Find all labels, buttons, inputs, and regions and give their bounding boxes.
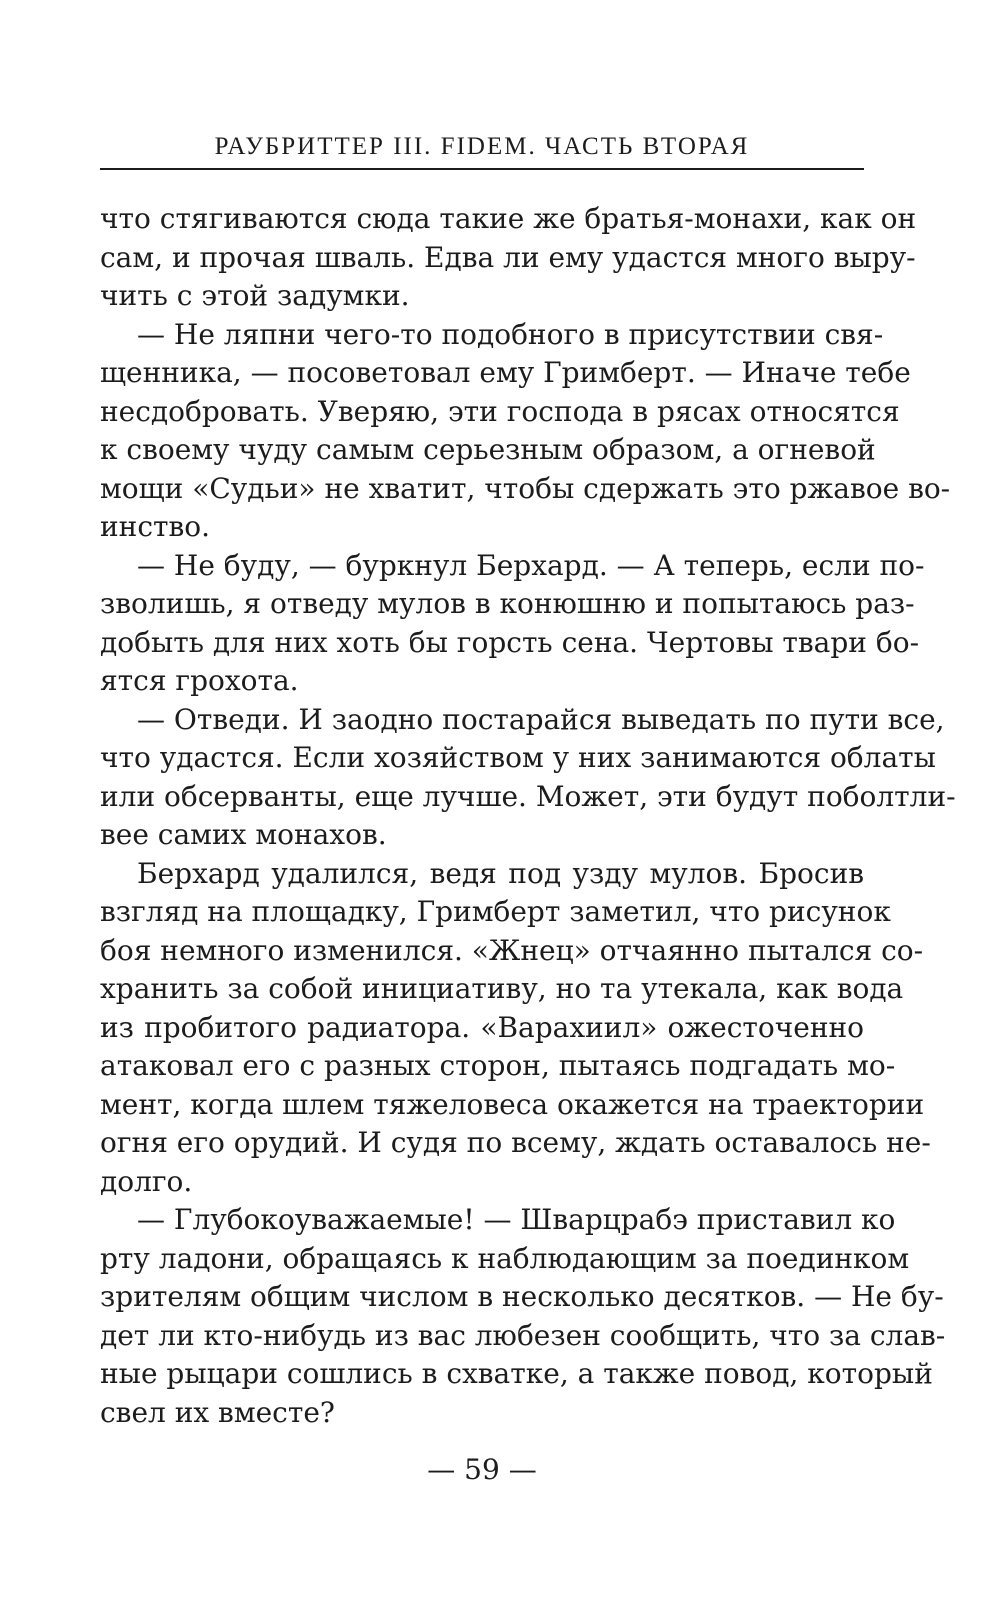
text-line: Берхард удалился, ведя под узду мулов. Бросив (137, 856, 864, 890)
text-line: к своему чуду самым серьезным образом, а огневой (100, 433, 876, 466)
text-line: ятся грохота. (100, 664, 299, 697)
text-line: дет ли кто-нибудь из вас любезен сообщить, что за слав- (100, 1318, 946, 1352)
text-line: атаковал его с разных сторон, пытаясь подгадать мо- (100, 1049, 896, 1082)
running-head: РАУБРИТТЕР III. FIDEM. ЧАСТЬ ВТОРАЯ (214, 133, 750, 160)
text-line: инство. (100, 510, 211, 543)
text-line: что стягиваются сюда такие же братья-монахи, как он (100, 202, 917, 235)
text-line: долго. (100, 1164, 193, 1198)
text-line: огня его орудий. И судя по всему, ждать оставалось не- (100, 1126, 931, 1159)
text-line: боя немного изменился. «Жнец» отчаянно пытался со- (100, 933, 924, 967)
body-text (100, 200, 956, 1432)
text-line: зволишь, я отведу мулов в конюшню и попытаюсь раз- (100, 587, 915, 620)
text-line: хранить за собой инициативу, но та утекала, как вода (100, 972, 904, 1005)
text-line: или обсерванты, еще лучше. Может, эти будут поболтли- (100, 779, 956, 813)
text-line: — Не буду, — буркнул Берхард. — А теперь, если по- (137, 548, 925, 582)
header-rule (100, 168, 864, 170)
text-line: ные рыцари сошлись в схватке, а также повод, который (100, 1357, 933, 1390)
text-line: взгляд на площадку, Гримберт заметил, что рисунок (100, 895, 891, 928)
text-line: добыть для них хоть бы горсть сена. Чертовы твари бо- (100, 625, 920, 659)
text-line: из пробитого радиатора. «Варахиил» ожесточенно (100, 1010, 864, 1044)
text-line: что удастся. Если хозяйством у них занимаются облаты (100, 741, 936, 774)
text-line: — Глубокоуважаемые! — Шварцрабэ приставил ко (137, 1203, 896, 1236)
text-line: сам, и прочая шваль. Едва ли ему удастся много выру- (100, 240, 916, 274)
text-line: вее самих монахов. (100, 818, 387, 851)
text-line: несдобровать. Уверяю, эти господа в рясах относятся (100, 394, 900, 428)
text-line: зрителям общим числом в несколько десятков. — Не бу- (100, 1280, 944, 1313)
text-line: мент, когда шлем тяжеловеса окажется на траектории (100, 1087, 925, 1121)
text-line: свел их вместе? (100, 1395, 335, 1429)
text-line: чить с этой задумки. (100, 279, 410, 312)
text-line: щенника, — посоветовал ему Гримберт. — Иначе тебе (100, 356, 911, 389)
text-line: — Не ляпни чего-то подобного в присутствии свя- (137, 317, 884, 351)
text-line: мощи «Судьи» не хватит, чтобы сдержать это ржавое во- (100, 471, 951, 505)
text-line: рту ладони, обращаясь к наблюдающим за поединком (100, 1241, 910, 1275)
text-line: — Отведи. И заодно постарайся выведать по пути все, (137, 702, 945, 736)
page-number: — 59 — (427, 1453, 537, 1486)
